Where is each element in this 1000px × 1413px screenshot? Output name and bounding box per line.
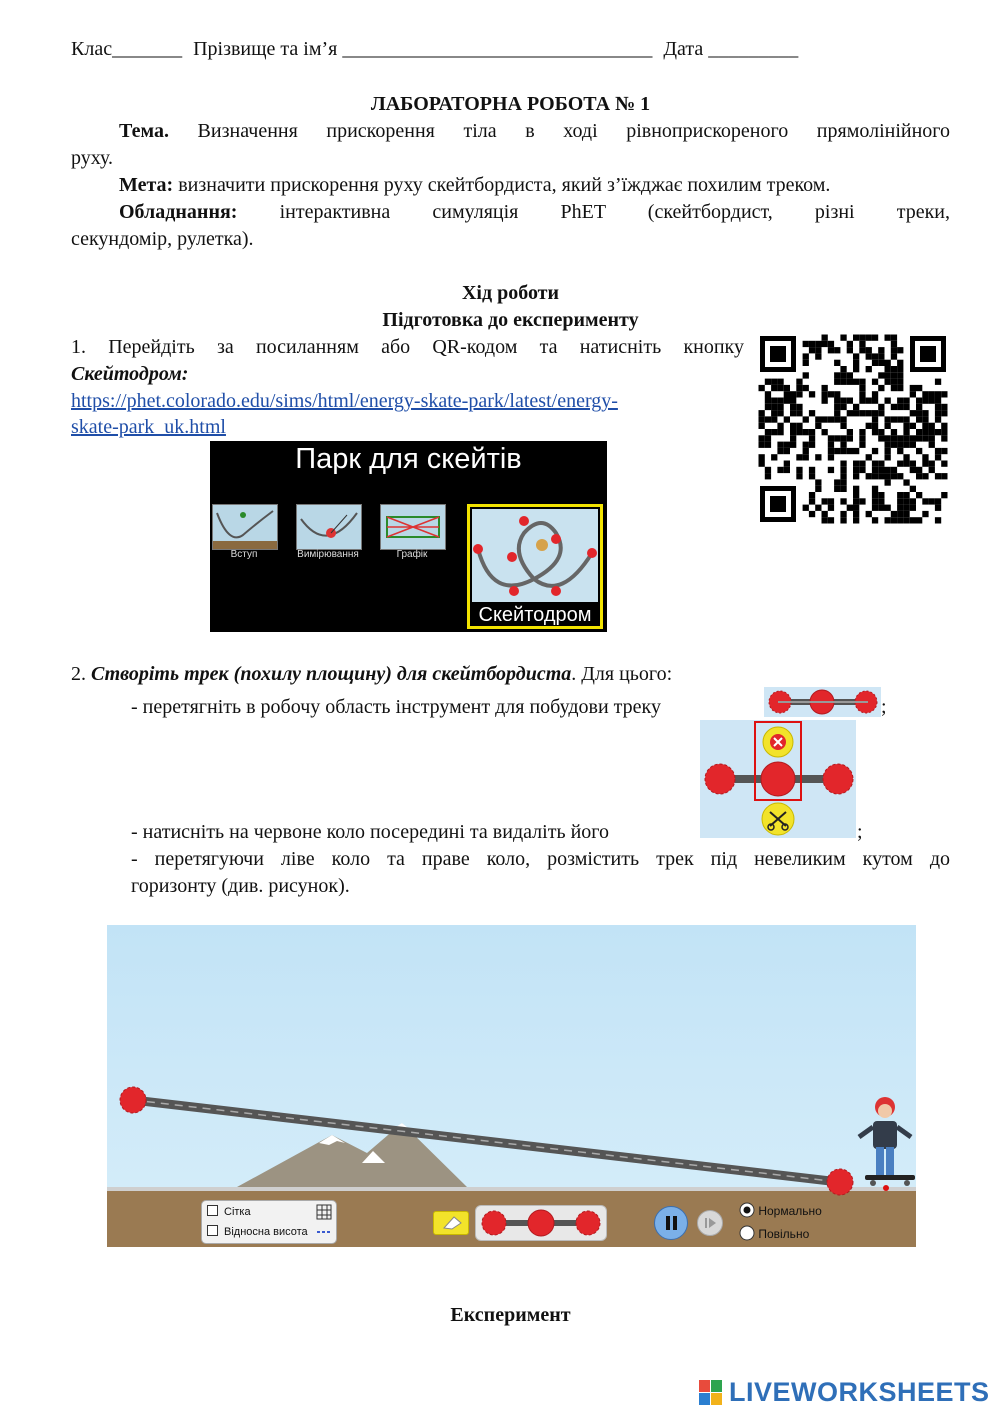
- eraser-button[interactable]: [433, 1211, 469, 1235]
- playground-thumb-icon: [472, 509, 598, 602]
- track-toolbox[interactable]: [475, 1205, 607, 1241]
- step2-title: Створіть трек (похилу площину) для скейтбордиста: [91, 663, 572, 685]
- progress-heading: Хід роботи: [461, 282, 560, 304]
- track-tool-image: [764, 687, 881, 717]
- prep-heading: Підготовка до експерименту: [382, 309, 639, 331]
- track-left-node: [120, 1087, 146, 1113]
- bullet3-line1: - перетягуючи ліве коло та праве коло, розмістить трек під невеликим кутом до: [131, 848, 950, 870]
- thumb-measure-label: Вимірювання: [297, 549, 359, 560]
- watermark-text: LIVEWORKSHEETS: [729, 1377, 990, 1407]
- bullet1-end: ;: [881, 696, 887, 718]
- thumb-intro-icon[interactable]: [212, 504, 278, 550]
- phet-link[interactable]: https://phet.colorado.edu/sims/html/energy-skate-park/latest/energy-: [71, 390, 618, 412]
- bullet2-end: ;: [857, 821, 863, 843]
- theme-line2: руху.: [71, 147, 113, 169]
- theme-text: Визначення прискорення тіла в ході рівноприскореного прямолінійного: [197, 120, 950, 142]
- equipment-line1: [71, 199, 950, 225]
- step1-text: 1. Перейдіть за посиланням або QR-кодом та натисніть кнопку: [71, 336, 744, 358]
- pause-icon: [655, 1207, 687, 1239]
- equipment-text: інтерактивна симуляція PhET (скейтбордист, різні треки,: [279, 201, 951, 223]
- thumb-graph-icon[interactable]: [380, 504, 446, 550]
- sim-scene: [107, 925, 916, 1247]
- step-forward-icon: [698, 1211, 722, 1235]
- height-checkbox[interactable]: [207, 1225, 308, 1238]
- skater-figure: [859, 1097, 915, 1191]
- equipment-label: Обладнання:: [119, 201, 238, 223]
- step-button[interactable]: [697, 1210, 723, 1236]
- date-field: Дата _________: [663, 38, 799, 60]
- class-field: Клас_______: [71, 38, 183, 60]
- thumb-intro-label: Вступ: [230, 549, 258, 560]
- theme-line1: [71, 118, 950, 144]
- header-line: [71, 36, 798, 62]
- eraser-icon: [434, 1212, 468, 1234]
- equipment-line2: секундомір, рулетка).: [71, 228, 254, 250]
- delete-control-image: [700, 720, 856, 838]
- thumb-graph-label: Графік: [396, 549, 428, 560]
- step2-number: 2.: [71, 663, 86, 685]
- playground-selected-tile[interactable]: [467, 504, 603, 629]
- step2-suffix: . Для цього:: [571, 663, 673, 685]
- experiment-heading: Експеримент: [450, 1304, 571, 1326]
- track-piece-icon: [476, 1206, 606, 1240]
- grid-checkbox[interactable]: [207, 1205, 251, 1218]
- speed-slow-label: Повільно: [758, 1227, 810, 1241]
- bullet1-text: - перетягніть в робочу область інструмент для побудови треку: [131, 696, 661, 718]
- bullet2-text: - натисніть на червоне коло посередині та видаліть його: [131, 821, 609, 843]
- step1-button-name: Скейтодром:: [71, 363, 189, 385]
- delete-control-icon: [700, 720, 856, 838]
- pause-button[interactable]: [654, 1206, 688, 1240]
- name-field: Прізвище та ім’я _______________________________: [193, 38, 653, 60]
- height-ruler-icon: [316, 1227, 332, 1237]
- track-right-node: [827, 1169, 853, 1195]
- goal-line: [71, 172, 830, 198]
- speed-normal-label: Нормально: [758, 1204, 822, 1218]
- speed-slow-radio[interactable]: [739, 1225, 809, 1241]
- liveworksheets-logo: [698, 1377, 990, 1411]
- step1-link-line2: [71, 414, 226, 440]
- bullet3-line2: горизонту (див. рисунок).: [131, 875, 350, 897]
- height-checkbox-label: Відносна висота: [224, 1226, 308, 1238]
- qr-code[interactable]: [758, 334, 948, 524]
- theme-label: Тема.: [119, 120, 169, 142]
- goal-label: Мета:: [119, 174, 174, 196]
- page-title: ЛАБОРАТОРНА РОБОТА № 1: [370, 93, 651, 115]
- grid-icon: [316, 1204, 332, 1220]
- thumb-measure-icon[interactable]: [296, 504, 362, 550]
- radio-empty-icon: [739, 1225, 755, 1241]
- grid-checkbox-label: Сітка: [224, 1206, 251, 1218]
- speed-normal-radio[interactable]: [739, 1202, 822, 1218]
- sim-menu-screenshot: [210, 441, 607, 632]
- sim-playground-screenshot: [107, 925, 916, 1247]
- options-panel: [201, 1200, 337, 1244]
- goal-text: визначити прискорення руху скейтбордиста, який з’їжджає похилим треком.: [178, 174, 831, 196]
- track-tool-icon: [764, 687, 881, 717]
- menu-title: Парк для скейтів: [295, 443, 522, 475]
- liveworksheets-logo-icon: [698, 1378, 724, 1408]
- playground-label: Скейтодром: [478, 604, 592, 626]
- radio-selected-icon: [739, 1202, 755, 1218]
- step2-heading: [71, 661, 672, 687]
- step1-link-line1: [71, 388, 618, 414]
- phet-link-continued[interactable]: skate-park_uk.html: [71, 416, 226, 438]
